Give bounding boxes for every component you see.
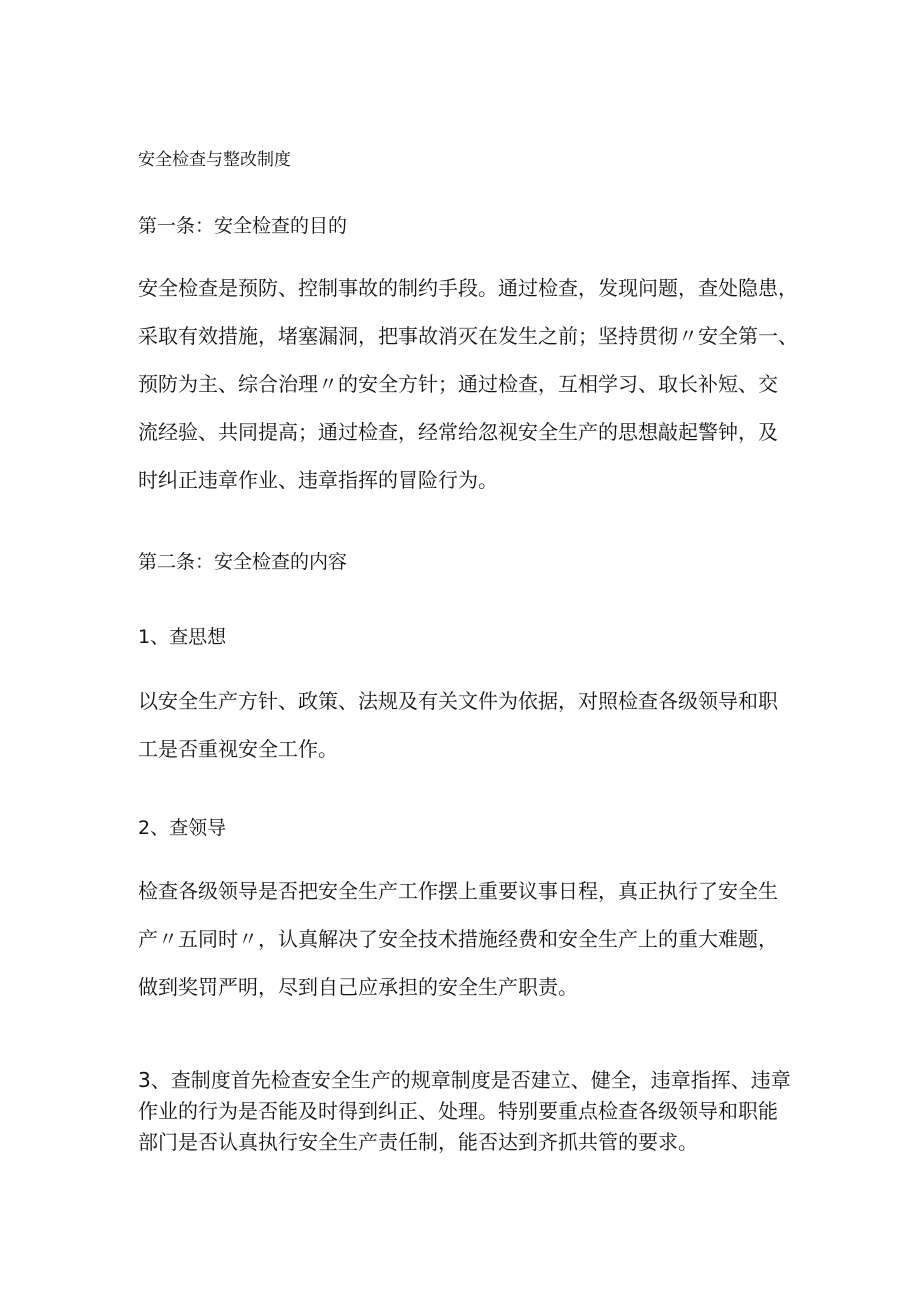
paragraph-line: 做到奖罚严明，尽到自己应承担的安全生产职责。 [138,975,578,999]
article-1-heading: 第一条：安全检查的目的 [138,215,348,237]
paragraph-line: 安全检查是预防、控制事故的制约手段。通过检查，发现问题，查处隐患， [138,276,798,300]
paragraph-line: 时纠正违章作业、违章指挥的冒险行为。 [138,468,498,492]
paragraph-line: 采取有效措施，堵塞漏洞，把事故消灭在发生之前；坚持贯彻〃安全第一、 [138,324,798,348]
paragraph-line: 预防为主、综合治理〃的安全方针；通过检查，互相学习、取长补短、交 [138,372,778,396]
article-1-paragraph [138,264,798,504]
paragraph-line: 检查各级领导是否把安全生产工作摆上重要议事日程，真正执行了安全生 [138,879,778,903]
paragraph-line: 工是否重视安全工作。 [138,737,338,761]
item-3-paragraph [138,1065,791,1158]
item-1-heading: 1、查思想 [138,626,227,648]
paragraph-line: 3、查制度首先检查安全生产的规章制度是否建立、健全，违章指挥、违章 [138,1068,791,1092]
paragraph-line: 作业的行为是否能及时得到纠正、处理。特别要重点检查各级领导和职能 [138,1099,778,1123]
document-title: 安全检查与整改制度 [138,150,291,170]
paragraph-line: 产〃五同时〃，认真解决了安全技术措施经费和安全生产上的重大难题， [138,927,778,951]
item-2-heading: 2、查领导 [138,817,227,839]
item-2-paragraph [138,867,788,1011]
paragraph-line: 以安全生产方针、政策、法规及有关文件为依据，对照检查各级领导和职 [138,689,778,713]
paragraph-line: 部门是否认真执行安全生产责任制，能否达到齐抓共管的要求。 [138,1130,698,1154]
article-2-heading: 第二条：安全检查的内容 [138,551,348,573]
item-1-paragraph [138,677,788,773]
paragraph-line: 流经验、共同提高；通过检查，经常给忽视安全生产的思想敲起警钟，及 [138,420,778,444]
